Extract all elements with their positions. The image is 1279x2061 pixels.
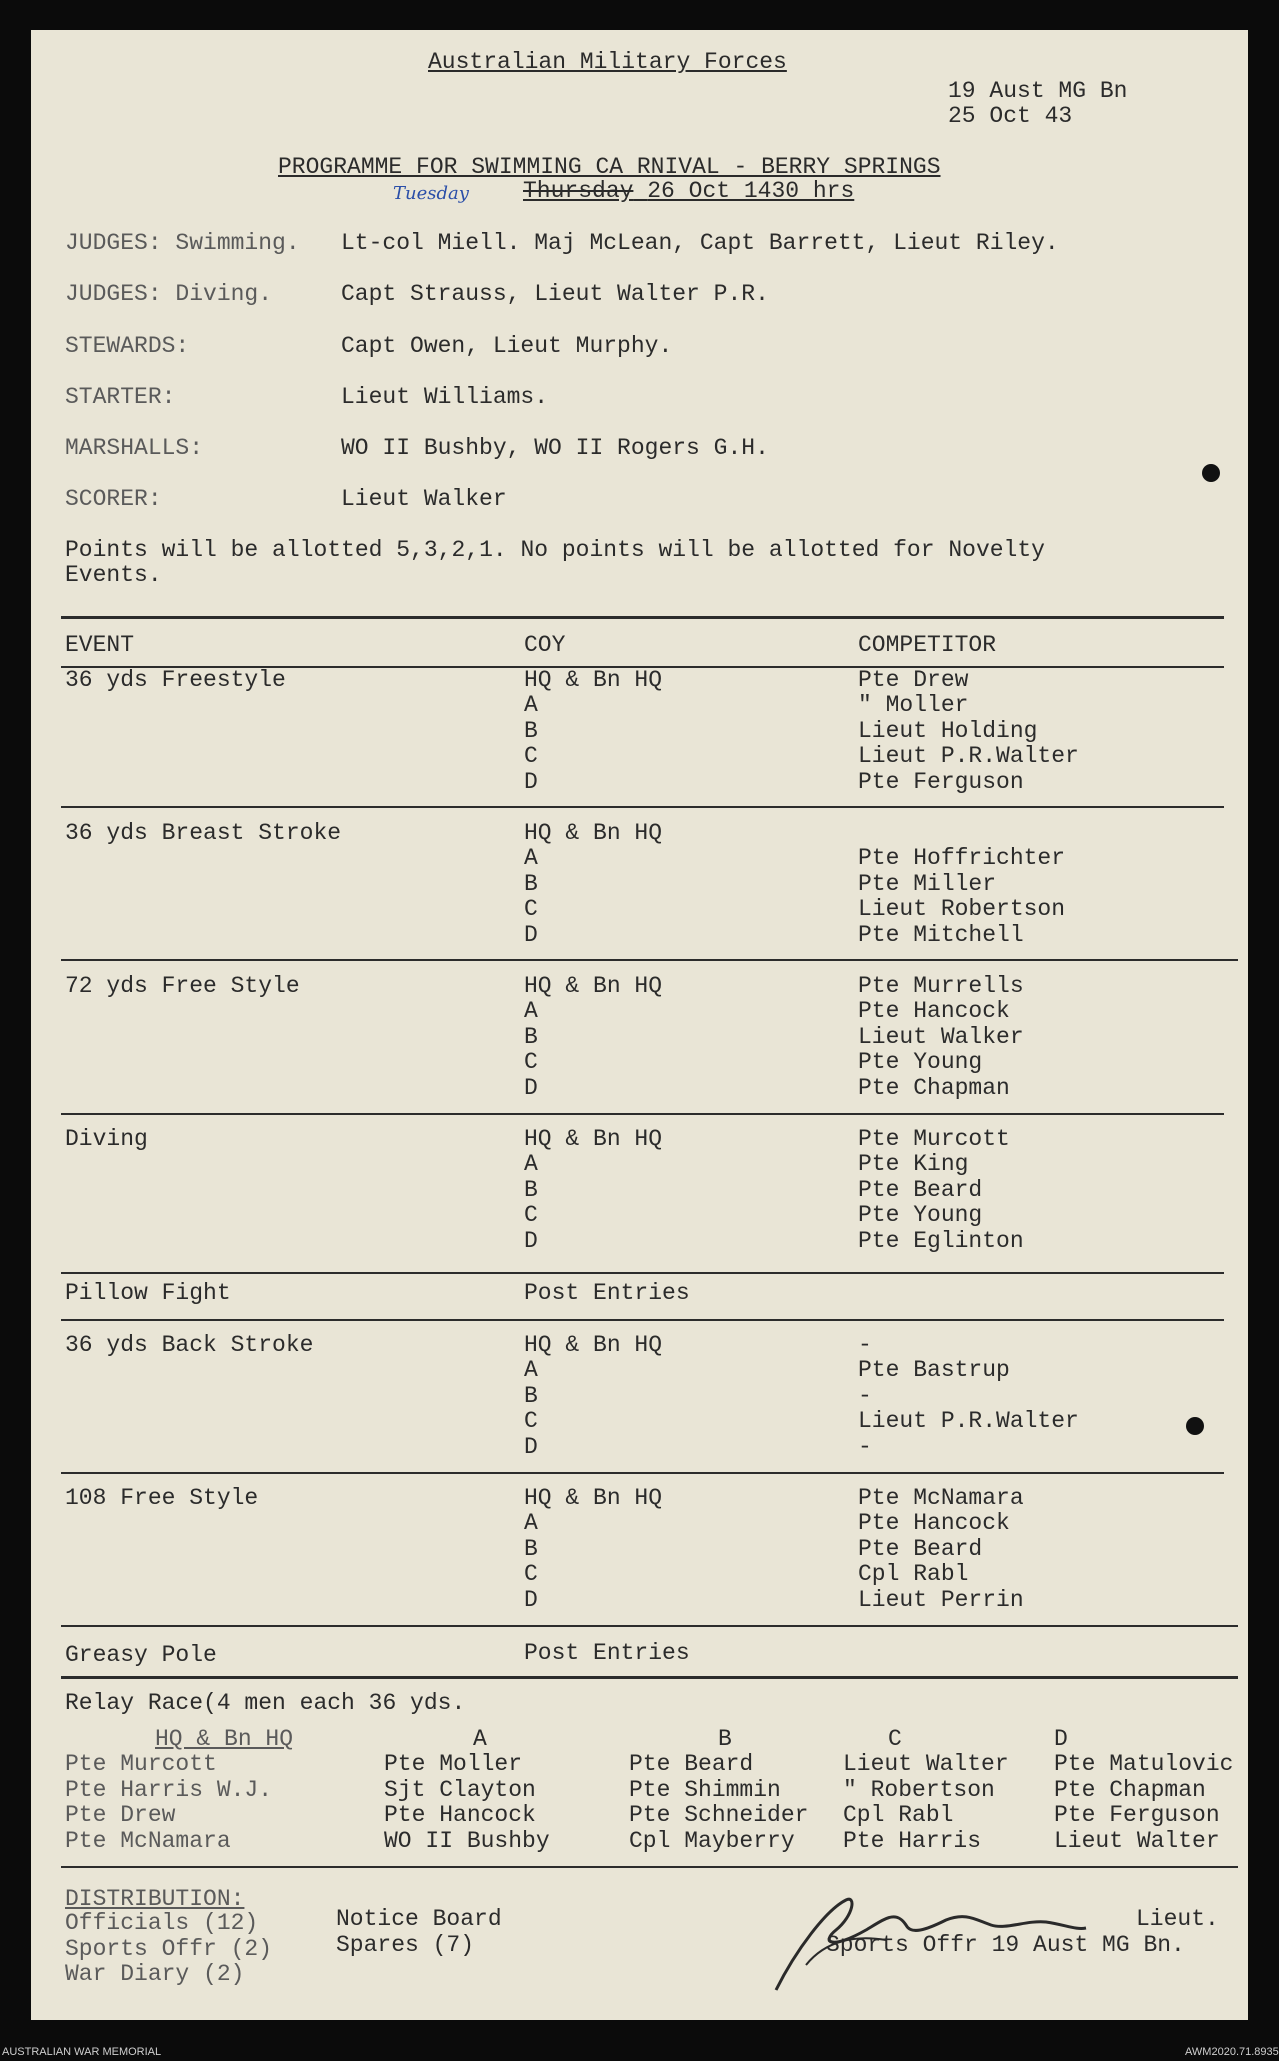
coy-cell: HQ & Bn HQ bbox=[524, 973, 663, 999]
coy-cell: C bbox=[524, 743, 538, 769]
footer-right: AWM2020.71.8935 bbox=[1185, 2046, 1279, 2058]
competitor-cell: Pte Mitchell bbox=[858, 922, 1024, 948]
event-name: Diving bbox=[65, 1126, 148, 1152]
competitor-cell: Lieut Perrin bbox=[858, 1587, 1024, 1613]
coy-cell: HQ & Bn HQ bbox=[524, 1126, 663, 1152]
relay-member: Pte Shimmin bbox=[629, 1777, 781, 1803]
relay-team-name: A bbox=[473, 1726, 487, 1752]
org-heading: Australian Military Forces bbox=[428, 49, 787, 75]
relay-title: Relay Race(4 men each 36 yds. bbox=[65, 1690, 466, 1716]
header-coy: COY bbox=[524, 632, 566, 658]
competitor-cell: Lieut P.R.Walter bbox=[858, 743, 1079, 769]
relay-team-name: D bbox=[1054, 1726, 1068, 1752]
relay-member: Pte Hancock bbox=[384, 1802, 536, 1828]
event-name: 108 Free Style bbox=[65, 1485, 259, 1511]
coy-cell: C bbox=[524, 1408, 538, 1434]
relay-member: Sjt Clayton bbox=[384, 1777, 536, 1803]
competitor-cell: Pte Hancock bbox=[858, 1510, 1010, 1536]
coy-cell: C bbox=[524, 1049, 538, 1075]
relay-member: Pte McNamara bbox=[65, 1828, 231, 1854]
official-label: STEWARDS: bbox=[65, 333, 190, 359]
distribution-item: Sports Offr (2) bbox=[65, 1936, 273, 1962]
official-value: Lieut Williams. bbox=[341, 384, 549, 410]
coy-cell: D bbox=[524, 922, 538, 948]
distribution-item: Notice Board bbox=[336, 1906, 502, 1932]
coy-cell: C bbox=[524, 1561, 538, 1587]
coy-cell: D bbox=[524, 1434, 538, 1460]
competitor-cell: Pte Bastrup bbox=[858, 1357, 1010, 1383]
event-datetime bbox=[523, 178, 854, 204]
official-value: Capt Strauss, Lieut Walter P.R. bbox=[341, 281, 769, 307]
coy-cell: D bbox=[524, 1587, 538, 1613]
competitor-cell: Pte Eglinton bbox=[858, 1228, 1024, 1254]
coy-cell: A bbox=[524, 692, 538, 718]
header-event: EVENT bbox=[65, 632, 135, 658]
row-divider bbox=[61, 1472, 1224, 1474]
coy-cell: D bbox=[524, 769, 538, 795]
event-name: 72 yds Free Style bbox=[65, 973, 300, 999]
official-label: SCORER: bbox=[65, 486, 162, 512]
coy-cell: HQ & Bn HQ bbox=[524, 667, 663, 693]
distribution-item: Officials (12) bbox=[65, 1910, 259, 1936]
points-note-line-2: Events. bbox=[65, 562, 162, 588]
relay-member: Cpl Rabl bbox=[843, 1802, 954, 1828]
relay-member: Pte Schneider bbox=[629, 1802, 809, 1828]
unit-name: 19 Aust MG Bn bbox=[948, 78, 1128, 104]
official-value: Lieut Walker bbox=[341, 486, 507, 512]
coy-cell: B bbox=[524, 1383, 538, 1409]
row-divider bbox=[61, 806, 1224, 808]
event-name: Greasy Pole bbox=[65, 1642, 217, 1668]
footer-left: AUSTRALIAN WAR MEMORIAL bbox=[2, 2046, 162, 2058]
distribution-label: DISTRIBUTION: bbox=[65, 1886, 245, 1912]
relay-member: Pte Chapman bbox=[1054, 1777, 1206, 1803]
coy-cell: A bbox=[524, 1510, 538, 1536]
signature-rank: Lieut. bbox=[1136, 1906, 1219, 1932]
table-top-rule bbox=[61, 616, 1224, 619]
relay-member: Pte Matulovic bbox=[1054, 1751, 1234, 1777]
competitor-cell: - bbox=[858, 1383, 872, 1409]
official-label: JUDGES: Swimming. bbox=[65, 230, 300, 256]
punch-hole-top bbox=[1202, 464, 1220, 482]
competitor-cell: Pte Beard bbox=[858, 1536, 983, 1562]
competitor-cell: Cpl Rabl bbox=[858, 1561, 969, 1587]
programme-title: PROGRAMME FOR SWIMMING CA RNIVAL - BERRY SPRINGS bbox=[278, 154, 941, 180]
coy-cell: B bbox=[524, 1536, 538, 1562]
coy-cell: C bbox=[524, 1202, 538, 1228]
official-value: WO II Bushby, WO II Rogers G.H. bbox=[341, 435, 769, 461]
coy-cell: A bbox=[524, 998, 538, 1024]
coy-cell: Post Entries bbox=[524, 1640, 690, 1666]
relay-member: Lieut Walter bbox=[1054, 1828, 1220, 1854]
coy-cell: B bbox=[524, 871, 538, 897]
coy-cell: A bbox=[524, 845, 538, 871]
coy-cell: D bbox=[524, 1228, 538, 1254]
coy-cell: HQ & Bn HQ bbox=[524, 1332, 663, 1358]
distribution-item: War Diary (2) bbox=[65, 1961, 245, 1987]
relay-team-name: C bbox=[888, 1726, 902, 1752]
competitor-cell: Pte Chapman bbox=[858, 1075, 1010, 1101]
competitor-cell: - bbox=[858, 1434, 872, 1460]
competitor-cell: Pte Young bbox=[858, 1202, 983, 1228]
struck-day: Thursday bbox=[523, 178, 634, 204]
document-page bbox=[31, 30, 1248, 2020]
relay-member: Pte Beard bbox=[629, 1751, 754, 1777]
coy-cell: C bbox=[524, 896, 538, 922]
competitor-cell: Pte Hoffrichter bbox=[858, 845, 1066, 871]
row-divider bbox=[61, 1272, 1224, 1274]
relay-team-name: B bbox=[718, 1726, 732, 1752]
event-name: 36 yds Freestyle bbox=[65, 667, 286, 693]
row-divider bbox=[61, 1625, 1238, 1627]
row-divider bbox=[61, 959, 1238, 961]
coy-cell: B bbox=[524, 718, 538, 744]
coy-cell: D bbox=[524, 1075, 538, 1101]
official-label: MARSHALLS: bbox=[65, 435, 204, 461]
event-name: 36 yds Breast Stroke bbox=[65, 820, 342, 846]
relay-member: Pte Ferguson bbox=[1054, 1802, 1220, 1828]
competitor-cell: - bbox=[858, 1332, 872, 1358]
coy-cell: A bbox=[524, 1151, 538, 1177]
document-date: 25 Oct 43 bbox=[948, 103, 1073, 129]
competitor-cell: Lieut Walker bbox=[858, 1024, 1024, 1050]
row-divider bbox=[61, 1676, 1238, 1679]
points-note-line-1: Points will be allotted 5,3,2,1. No points will be allotted for Novelty bbox=[65, 537, 1045, 563]
relay-member: Pte Harris W.J. bbox=[65, 1777, 273, 1803]
coy-cell: B bbox=[524, 1024, 538, 1050]
competitor-cell: Pte McNamara bbox=[858, 1485, 1024, 1511]
punch-hole-bottom bbox=[1186, 1417, 1204, 1435]
event-name: 36 yds Back Stroke bbox=[65, 1332, 314, 1358]
relay-member: Pte Drew bbox=[65, 1802, 176, 1828]
date-time: 26 Oct 1430 hrs bbox=[647, 178, 855, 204]
signature-title: Sports Offr 19 Aust MG Bn. bbox=[826, 1932, 1185, 1958]
competitor-cell: " Moller bbox=[858, 692, 969, 718]
competitor-cell: Pte Hancock bbox=[858, 998, 1010, 1024]
row-divider bbox=[61, 1113, 1224, 1115]
competitor-cell: Lieut Robertson bbox=[858, 896, 1066, 922]
coy-cell: Post Entries bbox=[524, 1280, 690, 1306]
competitor-cell: Pte Ferguson bbox=[858, 769, 1024, 795]
competitor-cell: Pte Beard bbox=[858, 1177, 983, 1203]
competitor-cell: Pte Murcott bbox=[858, 1126, 1010, 1152]
event-name: Pillow Fight bbox=[65, 1280, 231, 1306]
competitor-cell: Lieut Holding bbox=[858, 718, 1038, 744]
coy-cell: A bbox=[524, 1357, 538, 1383]
official-label: STARTER: bbox=[65, 384, 176, 410]
relay-member: Pte Moller bbox=[384, 1751, 523, 1777]
relay-member: WO II Bushby bbox=[384, 1828, 550, 1854]
competitor-cell: Pte Drew bbox=[858, 667, 969, 693]
competitor-cell: Pte King bbox=[858, 1151, 969, 1177]
competitor-cell: Pte Young bbox=[858, 1049, 983, 1075]
relay-team-name: HQ & Bn HQ bbox=[155, 1726, 294, 1752]
coy-cell: HQ & Bn HQ bbox=[524, 820, 663, 846]
relay-member: " Robertson bbox=[843, 1777, 995, 1803]
official-value: Lt-col Miell. Maj McLean, Capt Barrett, Lieut Riley. bbox=[341, 230, 1059, 256]
row-divider bbox=[61, 1319, 1224, 1321]
relay-member: Pte Harris bbox=[843, 1828, 982, 1854]
competitor-cell: Lieut P.R.Walter bbox=[858, 1408, 1079, 1434]
relay-member: Pte Murcott bbox=[65, 1751, 217, 1777]
coy-cell: B bbox=[524, 1177, 538, 1203]
official-label: JUDGES: Diving. bbox=[65, 281, 273, 307]
competitor-cell: Pte Miller bbox=[858, 871, 997, 897]
relay-member: Cpl Mayberry bbox=[629, 1828, 795, 1854]
relay-member: Lieut Walter bbox=[843, 1751, 1009, 1777]
distribution-item: Spares (7) bbox=[336, 1932, 475, 1958]
competitor-cell: Pte Murrells bbox=[858, 973, 1024, 999]
official-value: Capt Owen, Lieut Murphy. bbox=[341, 333, 673, 359]
handwritten-day: Tuesday bbox=[393, 183, 469, 204]
relay-bottom-rule bbox=[61, 1866, 1238, 1868]
coy-cell: HQ & Bn HQ bbox=[524, 1485, 663, 1511]
header-competitor: COMPETITOR bbox=[858, 632, 997, 658]
